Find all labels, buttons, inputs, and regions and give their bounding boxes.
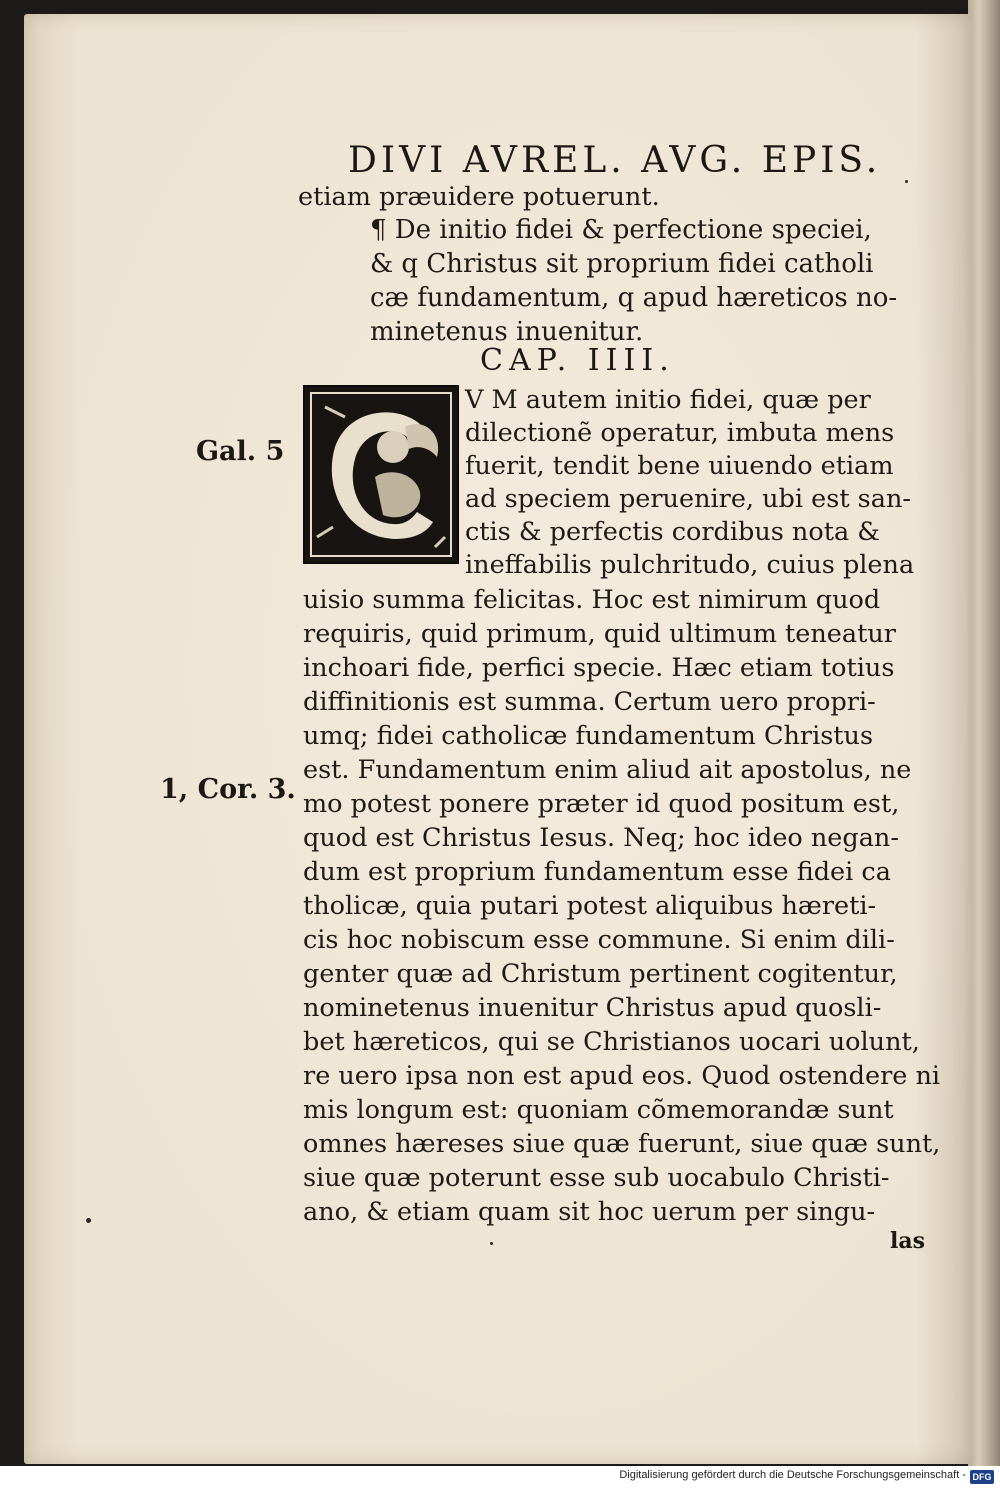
text-line: V M autem initio fidei, quæ per [465, 385, 871, 415]
chapter-label: CAP. IIII. [480, 343, 675, 378]
text-line: re uero ipsa non est apud eos. Quod ostendere ni [303, 1061, 941, 1091]
decorated-initial-c [303, 385, 459, 564]
text-line: nominetenus inuenitur Christus apud quosli- [303, 993, 882, 1023]
ink-speck [86, 1218, 91, 1223]
catchword: las [890, 1228, 925, 1254]
text-line: ineffabilis pulchritudo, cuius plena [465, 550, 915, 580]
text-line: ad speciem peruenire, ubi est san- [465, 484, 912, 514]
text-line: inchoari fide, perfici specie. Hæc etiam totius [303, 653, 895, 683]
text-line: omnes hæreses siue quæ fuerunt, siue quæ sunt, [303, 1129, 941, 1159]
text-line: etiam præuidere potuerunt. [298, 182, 660, 212]
chapter-heading-line: & q Christus sit proprium fidei catholi [370, 249, 874, 279]
text-line: dilectionẽ operatur, imbuta mens [465, 418, 895, 448]
ink-speck [905, 180, 908, 183]
chapter-heading-line: cæ fundamentum, q apud hæreticos no- [370, 283, 898, 313]
text-line: siue quæ poterunt esse sub uocabulo Christi- [303, 1163, 890, 1193]
next-page-edge [968, 0, 1000, 1466]
text-line: diffinitionis est summa. Certum uero propri- [303, 687, 876, 717]
text-line: fuerit, tendit bene uiuendo etiam [465, 451, 894, 481]
text-line: quod est Christus Iesus. Neq; hoc ideo negan- [303, 823, 899, 853]
ink-speck [490, 1242, 493, 1245]
text-line: umq; fidei catholicæ fundamentum Christus [303, 721, 874, 751]
text-line: requiris, quid primum, quid ultimum teneatur [303, 619, 896, 649]
text-line: cis hoc nobiscum esse commune. Si enim dili- [303, 925, 895, 955]
chapter-heading-line: minetenus inuenitur. [370, 317, 644, 347]
text-line: genter quæ ad Christum pertinent cogitentur, [303, 959, 898, 989]
chapter-heading-line: ¶ De initio fidei & perfectione speciei, [370, 215, 872, 245]
text-line: est. Fundamentum enim aliud ait apostolus, ne [303, 755, 912, 785]
footer-bar [0, 1466, 1000, 1488]
text-line: bet hæreticos, qui se Christianos uocari uolunt, [303, 1027, 920, 1057]
text-line: mis longum est: quoniam cõmemorandæ sunt [303, 1095, 894, 1125]
text-line: ano, & etiam quam sit hoc uerum per singu- [303, 1197, 876, 1227]
running-head: DIVI AVREL. AVG. EPIS. [348, 140, 882, 181]
woodcut-initial-icon [305, 387, 457, 562]
marginal-note: Gal. 5 [196, 436, 285, 467]
dfg-logo-icon: DFG [970, 1470, 994, 1484]
text-line: mo potest ponere præter id quod positum est, [303, 789, 900, 819]
marginal-note: 1, Cor. 3. [160, 774, 296, 805]
funding-notice: Digitalisierung gefördert durch die Deutsche Forschungsgemeinschaft - [619, 1469, 966, 1481]
text-line: tholicæ, quia putari potest aliquibus hæreti- [303, 891, 877, 921]
text-line: dum est proprium fundamentum esse fidei ca [303, 857, 891, 887]
text-line: ctis & perfectis cordibus nota & [465, 517, 880, 547]
text-line: uisio summa felicitas. Hoc est nimirum quod [303, 585, 881, 615]
